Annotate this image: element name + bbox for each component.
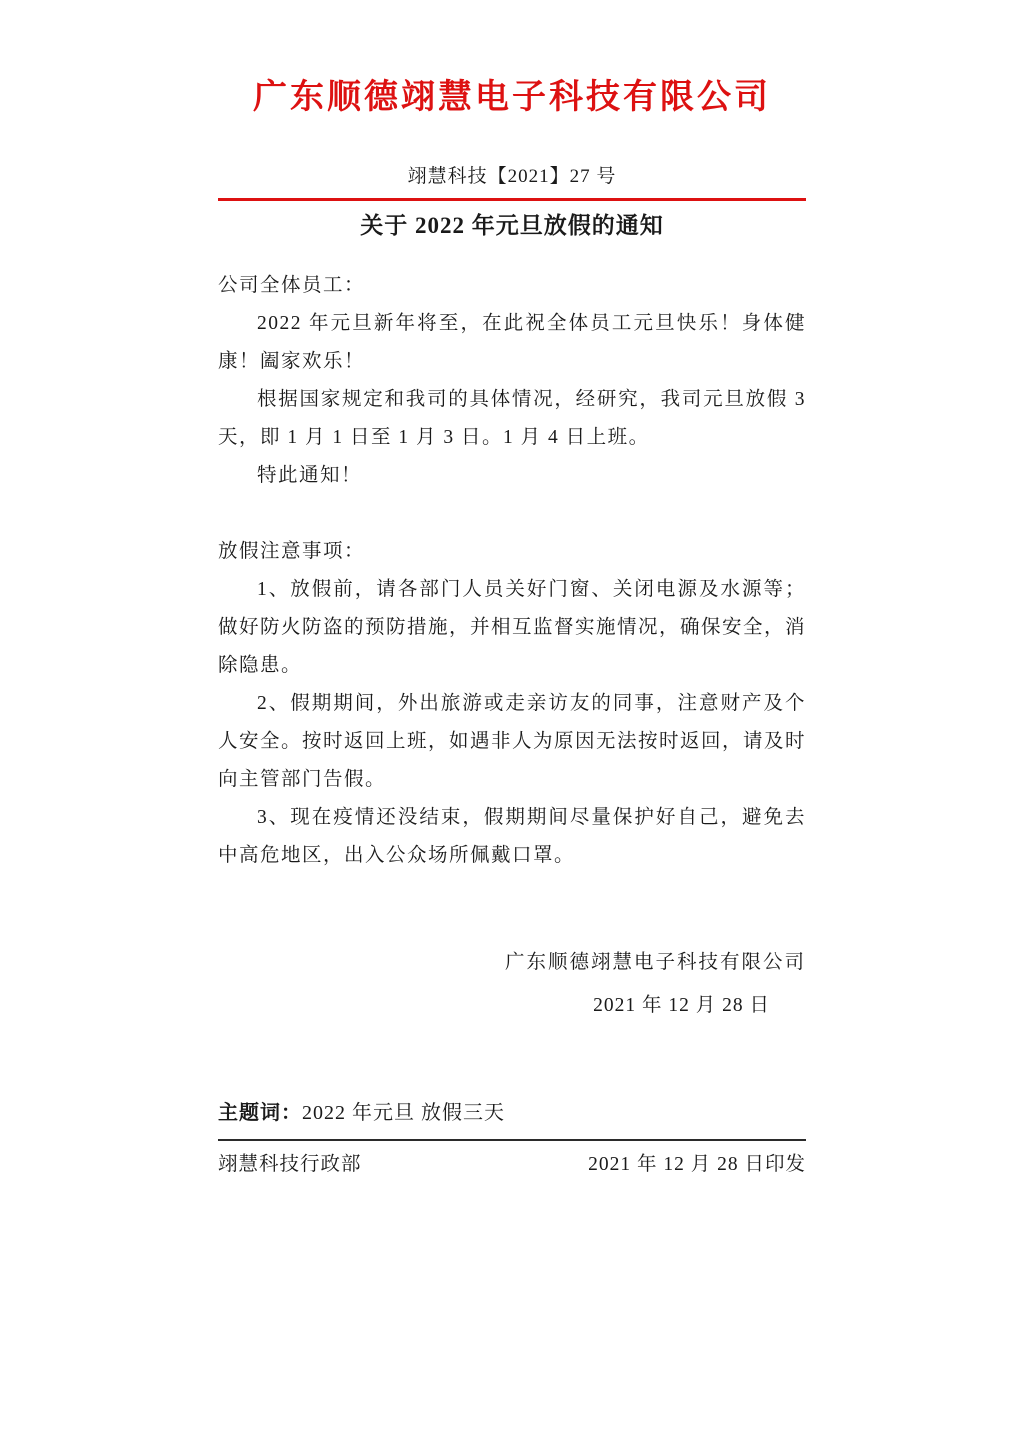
body-paragraph: 特此通知！ — [257, 465, 363, 486]
signature-date: 2021 年 12 月 28 日 — [593, 995, 770, 1016]
signature-company: 广东顺德翊慧电子科技有限公司 — [504, 952, 806, 973]
footer-department: 翊慧科技行政部 — [218, 1154, 362, 1175]
keywords-label: 主题词： — [218, 1102, 302, 1124]
footer-divider — [218, 1139, 806, 1141]
salutation: 公司全体员工： — [218, 275, 366, 296]
footer-issue-date: 2021 年 12 月 28 日印发 — [588, 1154, 806, 1175]
notice-body — [218, 267, 806, 875]
footer-row — [218, 1152, 806, 1178]
notice-item: 1、放假前，请各部门人员关好门窗、关闭电源及水源等；做好防火防盗的预防措施，并相互监督实施情况，确保安全，消除隐患。 — [218, 579, 807, 676]
body-paragraph: 根据国家规定和我司的具体情况，经研究，我司元旦放假 3 天，即 1 月 1 日至 1 月 3 日。1 月 4 日上班。 — [218, 389, 806, 448]
notice-title: 关于 2022 年元旦放假的通知 — [360, 213, 664, 238]
notice-item: 2、假期期间，外出旅游或走亲访友的同事，注意财产及个人安全。按时返回上班，如遇非人为原因无法按时返回，请及时向主管部门告假。 — [218, 693, 807, 790]
body-paragraph: 2022 年元旦新年将至，在此祝全体员工元旦快乐！身体健康！阖家欢乐！ — [218, 313, 806, 372]
signature-block — [218, 941, 806, 1027]
notice-items-heading: 放假注意事项： — [218, 541, 366, 562]
keywords-text: 2022 年元旦 放假三天 — [302, 1102, 505, 1124]
company-letterhead: 广东顺德翊慧电子科技有限公司 — [253, 79, 771, 116]
document-number: 翊慧科技【2021】27 号 — [407, 166, 617, 187]
red-divider — [218, 198, 806, 201]
keywords-row — [218, 1099, 806, 1127]
notice-item: 3、现在疫情还没结束，假期期间尽量保护好自己，避免去中高危地区，出入公众场所佩戴口罩。 — [218, 807, 806, 866]
